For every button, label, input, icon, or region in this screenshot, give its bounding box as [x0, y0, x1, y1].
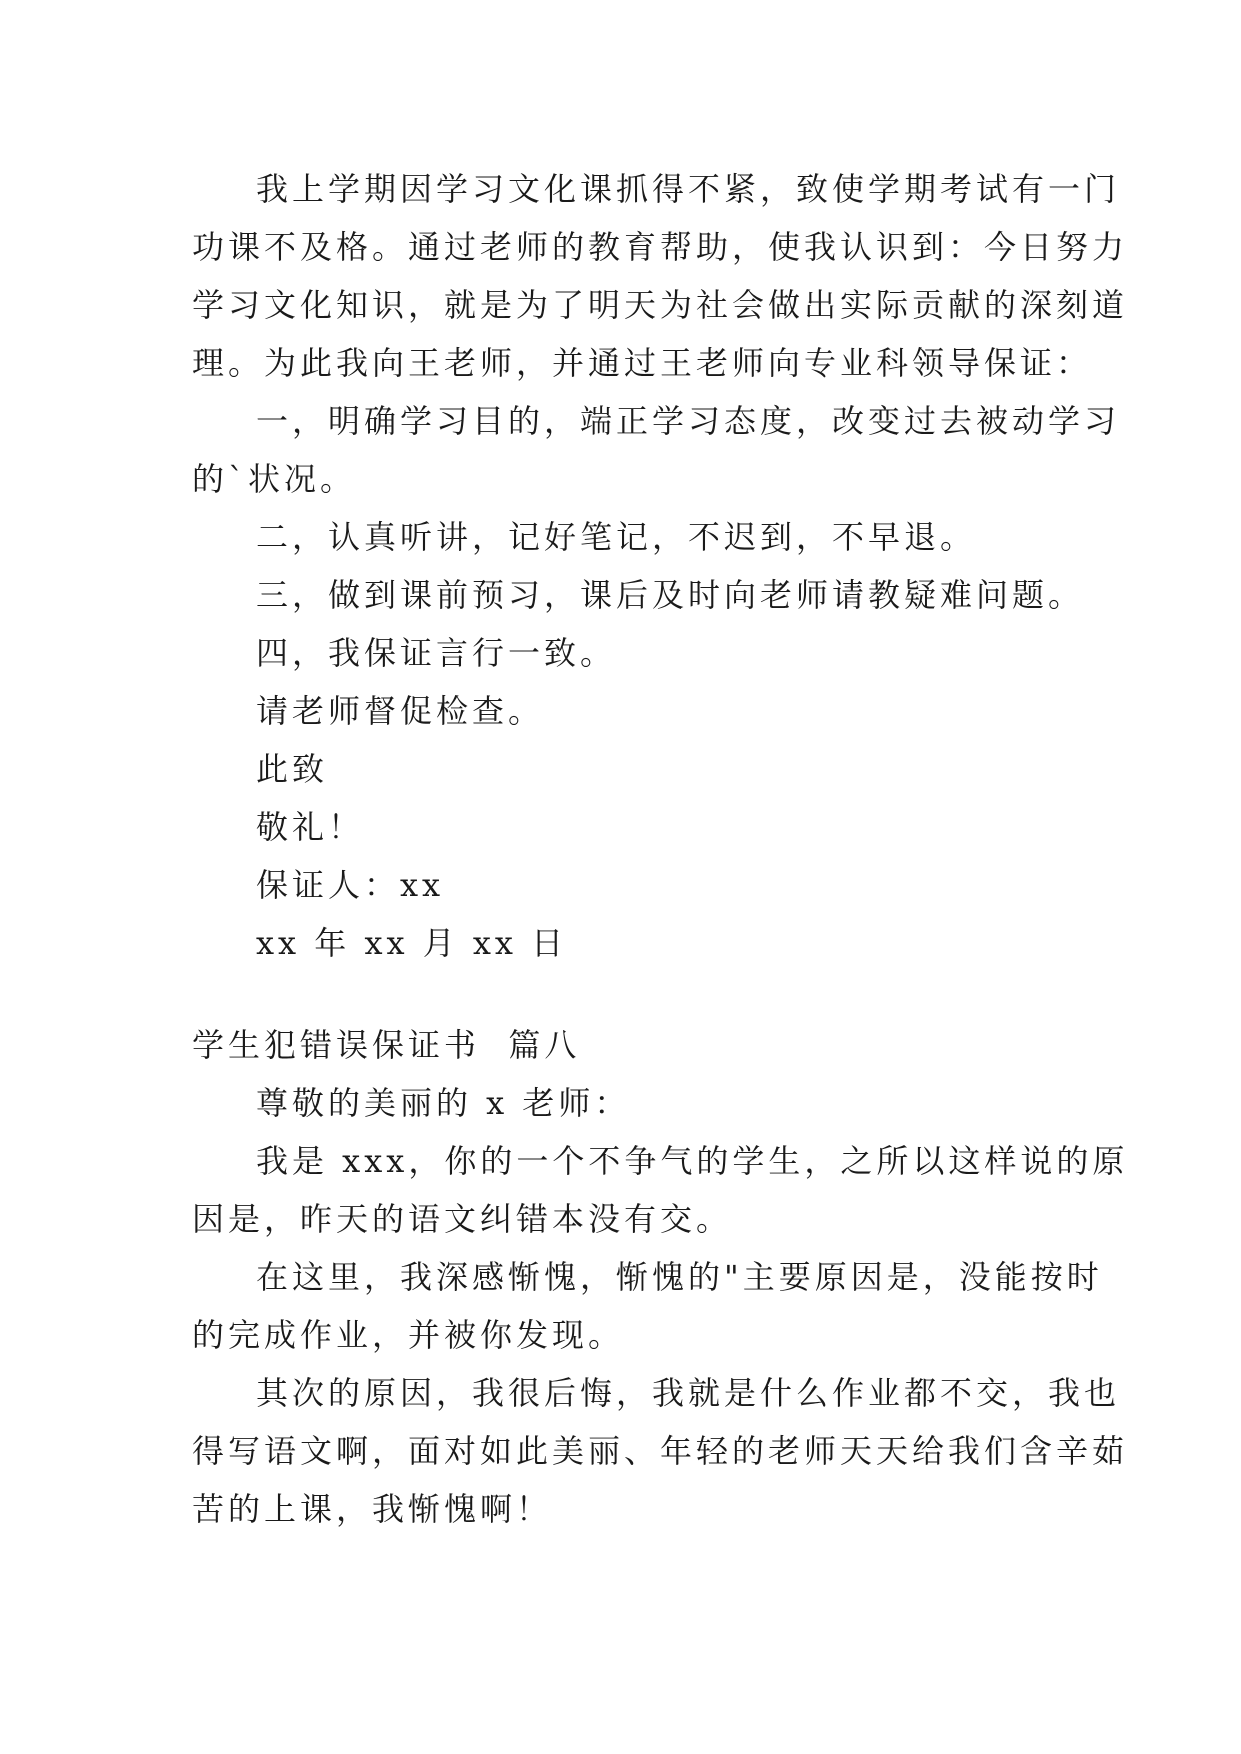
date-line: xx 年 xx 月 xx 日: [256, 924, 568, 962]
paragraph-1: [192, 160, 1129, 392]
pledge-item-2: 二，认真听讲，记好笔记，不迟到，不早退。: [256, 518, 977, 556]
paragraph-line: 理。为此我向王老师，并通过王老师向专业科领导保证：: [192, 344, 1093, 382]
paragraph-line: 我上学期因学习文化课抓得不紧，致使学期考试有一门: [256, 170, 1121, 208]
paragraph-2-2: [192, 1248, 1103, 1364]
paragraph-line: 一，明确学习目的，端正学习态度，改变过去被动学习: [256, 402, 1121, 440]
section-1: [192, 160, 1129, 972]
section-2: [192, 1016, 1129, 1538]
pledge-item-1: [192, 392, 1121, 508]
paragraph-line: 因是，昨天的语文纠错本没有交。: [192, 1200, 733, 1238]
salutation: 尊敬的美丽的 x 老师：: [256, 1084, 631, 1122]
signer-line: 保证人：xx: [256, 866, 445, 904]
paragraph-line: 我是 xxx，你的一个不争气的学生，之所以这样说的原: [256, 1142, 1129, 1180]
paragraph-2-3: [192, 1364, 1129, 1538]
paragraph-line: 的`状况。: [192, 460, 357, 498]
paragraph-line: 在这里，我深感惭愧，惭愧的"主要原因是，没能按时: [256, 1258, 1103, 1296]
paragraph-line: 苦的上课，我惭愧啊！: [192, 1490, 553, 1528]
closing-line-2: 敬礼！: [256, 808, 365, 846]
paragraph-line: 其次的原因，我很后悔，我就是什么作业都不交，我也: [256, 1374, 1121, 1412]
pledge-item-3: 三，做到课前预习，课后及时向老师请教疑难问题。: [256, 576, 1085, 614]
paragraph-line: 得写语文啊，面对如此美丽、年轻的老师天天给我们含辛茹: [192, 1432, 1129, 1470]
section-gap: [192, 972, 1052, 1016]
paragraph-2-1: [192, 1132, 1129, 1248]
pledge-item-4: 四，我保证言行一致。: [256, 634, 617, 672]
request-line: 请老师督促检查。: [256, 692, 545, 730]
document-page: [192, 160, 1129, 1538]
paragraph-line: 功课不及格。通过老师的教育帮助，使我认识到：今日努力: [192, 228, 1129, 266]
paragraph-line: 学习文化知识，就是为了明天为社会做出实际贡献的深刻道: [192, 286, 1129, 324]
section-heading: 学生犯错误保证书 篇八: [192, 1026, 581, 1064]
closing-line-1: 此致: [256, 750, 329, 788]
paragraph-line: 的完成作业，并被你发现。: [192, 1316, 625, 1354]
